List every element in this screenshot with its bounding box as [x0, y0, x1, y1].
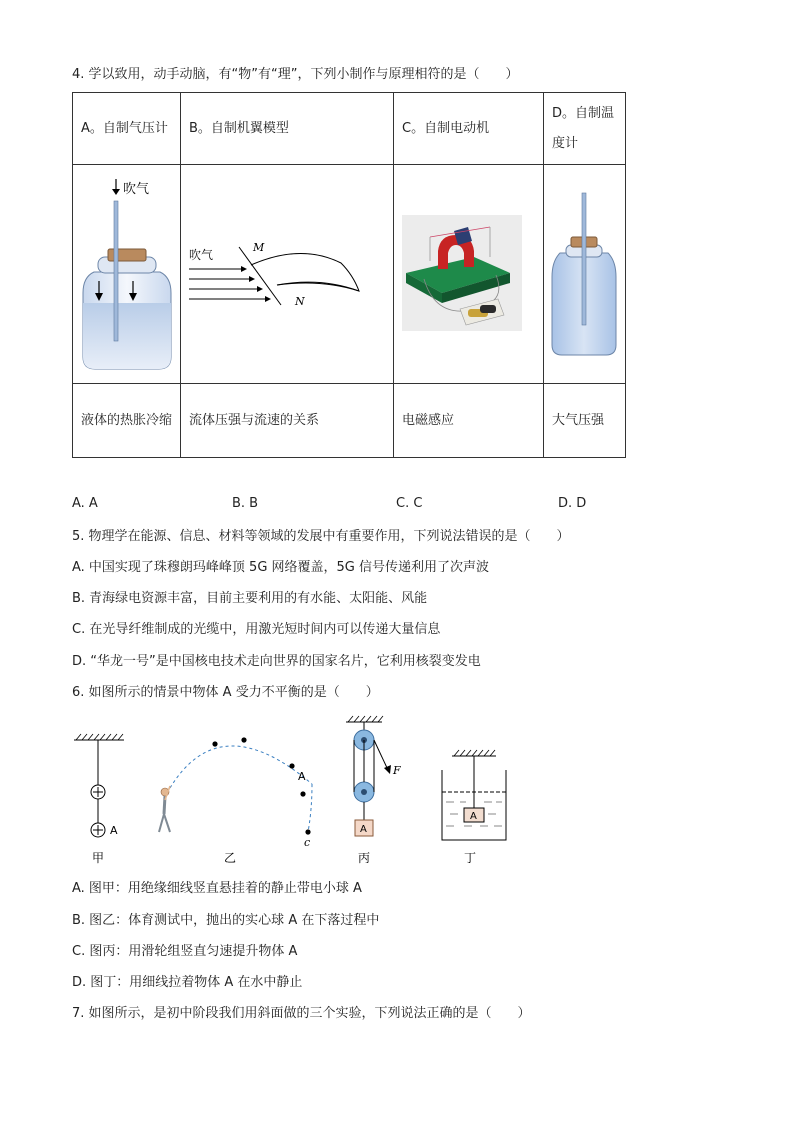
- q4-option-b[interactable]: B. B: [232, 496, 259, 511]
- q5-option-a[interactable]: A. 中国实现了珠穆朗玛峰峰顶 5G 网络覆盖，5G 信号传递利用了次声波: [72, 560, 490, 575]
- q5-option-b[interactable]: B. 青海绿电资源丰富，目前主要利用的有水能、太阳能、风能: [72, 591, 428, 606]
- caption-ding: 丁: [464, 851, 477, 865]
- q6-option-d[interactable]: D. 图丁：用细线拉着物体 A 在水中静止: [72, 975, 303, 990]
- principle-c: 电磁感应: [394, 384, 544, 458]
- caption-jia: 甲: [92, 851, 105, 865]
- q5-option-c[interactable]: C. 在光导纤维制成的光缆中，用激光短时间内可以传递大量信息: [72, 622, 441, 637]
- q5-stem: 5. 物理学在能源、信息、材料等领域的发展中有重要作用，下列说法错误的是（ ）: [72, 529, 570, 544]
- q5-option-d[interactable]: D. “华龙一号”是中国核电技术走向世界的国家名片，它利用核裂变发电: [72, 654, 481, 669]
- q6-option-a[interactable]: A. 图甲：用绝缘细线竖直悬挂着的静止带电小球 A: [72, 881, 362, 896]
- label-f-bing: F: [393, 764, 401, 777]
- wing-model-figure: [181, 165, 394, 384]
- header-d: D。自制温度计: [544, 93, 626, 165]
- blow-label-a: 吹气: [123, 182, 150, 197]
- label-n: N: [295, 295, 305, 308]
- q4-table: [72, 92, 626, 458]
- q4-option-a[interactable]: A. A: [72, 496, 98, 511]
- label-m: M: [253, 241, 265, 254]
- label-a-yi: A: [298, 770, 306, 783]
- principle-d: 大气压强: [544, 384, 626, 458]
- q7-stem: 7. 如图所示，是初中阶段我们用斜面做的三个实验，下列说法正确的是（ ）: [72, 1006, 531, 1021]
- label-a-bing: A: [360, 824, 367, 835]
- thermometer-figure: [544, 165, 626, 384]
- caption-bing: 丙: [358, 851, 371, 865]
- barometer-figure: [73, 165, 181, 384]
- label-a-ding: A: [470, 811, 477, 822]
- motor-photo: [394, 165, 544, 384]
- figure-ding: [442, 750, 506, 840]
- q6-stem: 6. 如图所示的情景中物体 A 受力不平衡的是（ ）: [72, 685, 379, 700]
- figure-jia: [74, 734, 124, 837]
- blow-label-b: 吹气: [189, 248, 214, 262]
- principle-b: 流体压强与流速的关系: [181, 384, 394, 458]
- q6-option-b[interactable]: B. 图乙：体育测试中，抛出的实心球 A 在下落过程中: [72, 913, 380, 928]
- q4-stem: 4. 学以致用，动手动脑，有“物”有“理”，下列小制作与原理相符的是（ ）: [72, 67, 519, 82]
- q4-option-c[interactable]: C. C: [396, 496, 423, 511]
- label-a-jia: A: [110, 824, 118, 837]
- q4-options: [72, 496, 632, 516]
- q4-option-d[interactable]: D. D: [558, 496, 587, 511]
- header-a: A。自制气压计: [73, 93, 181, 165]
- caption-yi: 乙: [224, 851, 237, 865]
- label-c-yi: c: [304, 836, 311, 849]
- figure-bing: [346, 716, 401, 836]
- figure-yi: [159, 737, 312, 849]
- principle-a: 液体的热胀冷缩: [73, 384, 181, 458]
- header-b: B。自制机翼模型: [181, 93, 394, 165]
- header-c: C。自制电动机: [394, 93, 544, 165]
- q6-option-c[interactable]: C. 图丙：用滑轮组竖直匀速提升物体 A: [72, 944, 298, 959]
- q6-figure: [60, 710, 520, 870]
